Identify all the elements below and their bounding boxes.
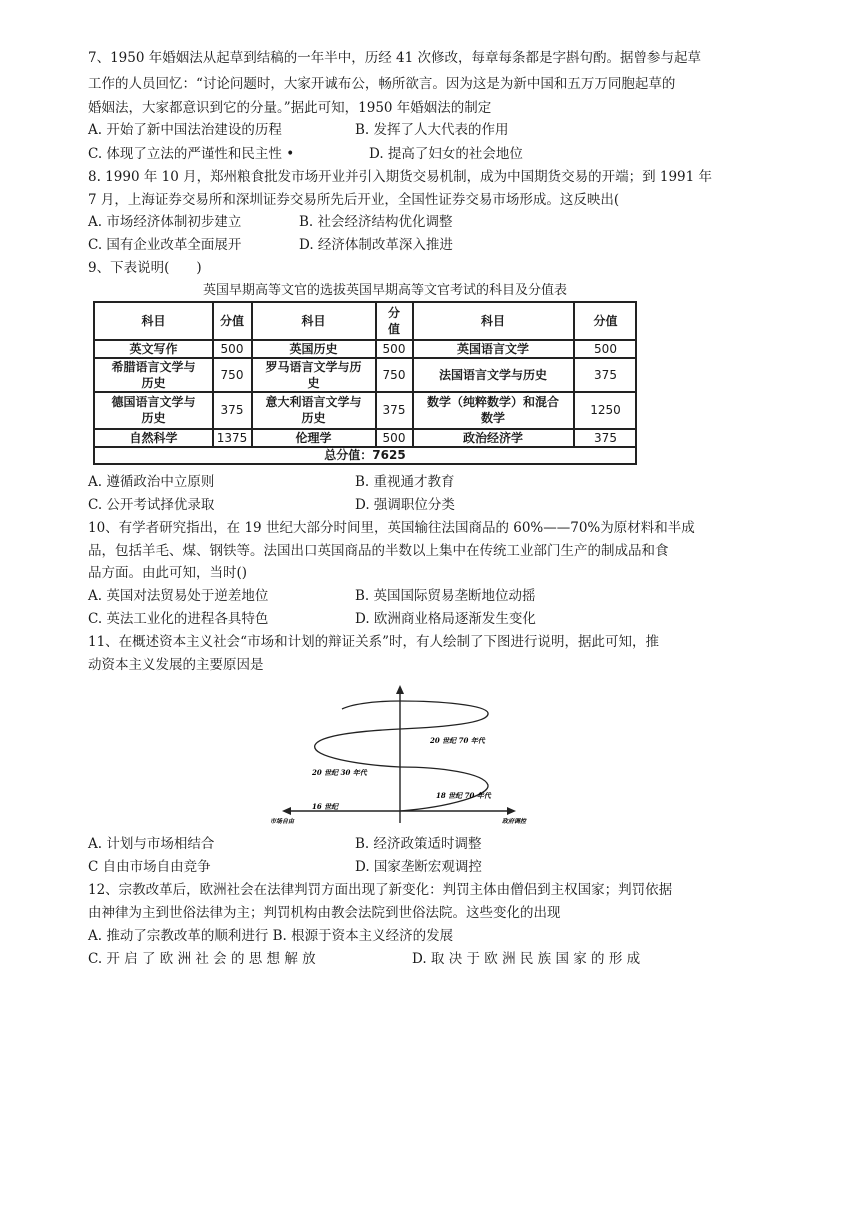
table-cell: 750 — [382, 367, 406, 382]
q10-option-c: C. 英法工业化的进程各具特色 — [88, 611, 269, 627]
q12-option-ab: A. 推动了宗教改革的顺利进行 B. 根源于资本主义经济的发展 — [88, 928, 454, 944]
q11-stem-line1: 11、在概述资本主义社会“市场和计划的辩证关系”时，有人绘制了下图进行说明，据此可知，推 — [88, 634, 659, 650]
q9-option-d: D. 强调职位分类 — [355, 497, 455, 513]
table-cell: 政治经济学 — [462, 430, 523, 445]
q11-option-b: B. 经济政策适时调整 — [355, 836, 482, 852]
table-header-score-1: 分值 — [219, 314, 244, 328]
table-total: 总分值：7625 — [324, 448, 406, 462]
table-header-score-2: 分 值 — [387, 306, 400, 336]
q9-option-c: C. 公开考试择优录取 — [88, 497, 215, 513]
q11-option-a: A. 计划与市场相结合 — [88, 836, 215, 852]
label-20c-30s: 20 世纪 30 年代 — [312, 768, 367, 777]
table-cell: 英文写作 — [129, 341, 178, 356]
q7-stem-line1: 7、1950 年婚姻法从起草到结稿的一年半中，历经 41 次修改，每章每条都是字斟句酌。据曾参与起草 — [88, 50, 701, 66]
table-cell: 德国语言文学与 历史 — [111, 395, 196, 425]
axis-left-label: 市场自由 — [270, 818, 295, 825]
table-header-score-3: 分值 — [593, 314, 618, 328]
q8-stem-line1: 8. 1990 年 10 月，郑州粮食批发市场开业并引入期货交易机制，成为中国期货交易的开端；到 1991 年 — [88, 169, 713, 185]
q10-option-d: D. 欧洲商业格局逐渐发生变化 — [355, 611, 536, 627]
q7-option-b: B. 发挥了人大代表的作用 — [355, 122, 509, 138]
table-cell: 500 — [382, 341, 406, 356]
q11-option-d: D. 国家垄断宏观调控 — [355, 859, 482, 875]
q7-option-c: C. 体现了立法的严谨性和民主性 • — [88, 146, 295, 162]
q9-option-a: A. 遵循政治中立原则 — [88, 474, 215, 490]
q7-stem-line3: 婚姻法，大家都意识到它的分量。”据此可知，1950 年婚姻法的制定 — [88, 100, 492, 116]
table-cell: 375 — [594, 430, 617, 445]
q10-stem-line2: 品，包括羊毛、煤、钢铁等。法国出口英国商品的半数以上集中在传统工业部门生产的制成品和食 — [88, 543, 669, 559]
q9-option-b: B. 重视通才教育 — [355, 474, 455, 490]
table-header-subject-1: 科目 — [141, 314, 166, 328]
q12-option-d: D. 取 决 于 欧 洲 民 族 国 家 的 形 成 — [412, 951, 641, 967]
table-title: 英国早期高等文官的选拔英国早期高等文官考试的科目及分值表 — [203, 283, 568, 298]
q11-option-c: C 自由市场自由竞争 — [88, 859, 211, 875]
table-cell: 英国语言文学 — [456, 341, 529, 356]
table-cell: 500 — [382, 430, 406, 445]
table-cell: 英国历史 — [289, 341, 338, 356]
q10-stem-line3: 品方面。由此可知，当时() — [88, 565, 248, 581]
q7-option-d: D. 提高了妇女的社会地位 — [369, 146, 523, 162]
q10-stem-line1: 10、有学者研究指出，在 19 世纪大部分时间里，英国输往法国商品的 60%——70%为原材料和半成 — [88, 520, 695, 536]
table-cell: 375 — [594, 367, 617, 382]
q10-option-a: A. 英国对法贸易处于逆差地位 — [88, 588, 269, 604]
q8-option-c: C. 国有企业改革全面展开 — [88, 237, 242, 253]
table-cell: 1375 — [216, 430, 248, 445]
label-16c: 16 世纪 — [312, 802, 339, 811]
table-cell: 自然科学 — [129, 430, 178, 445]
table-cell: 375 — [382, 403, 406, 417]
label-20c-70s: 20 世纪 70 年代 — [430, 736, 485, 745]
table-cell: 500 — [594, 341, 617, 356]
table-cell: 1250 — [590, 403, 621, 417]
table-cell: 希腊语言文学与 历史 — [111, 359, 196, 390]
q12-stem-line2: 由神律为主到世俗法律为主；判罚机构由教会法院到世俗法院。这些变化的出现 — [88, 905, 561, 921]
q8-option-a: A. 市场经济体制初步建立 — [88, 214, 242, 230]
table-cell: 750 — [220, 367, 244, 382]
q12-stem-line1: 12、宗教改革后，欧洲社会在法律判罚方面出现了新变化：判罚主体由僧侣到主权国家；判罚依据 — [88, 882, 673, 898]
q11-stem-line2: 动资本主义发展的主要原因是 — [88, 657, 264, 673]
q8-option-d: D. 经济体制改革深入推进 — [299, 237, 453, 253]
q9-stem: 9、下表说明( ) — [88, 260, 202, 276]
table-header-subject-3: 科目 — [480, 314, 505, 328]
table-header-subject-2: 科目 — [301, 314, 326, 328]
table-cell: 375 — [220, 403, 244, 417]
table-cell: 500 — [220, 341, 244, 356]
table-cell: 数学（纯粹数学）和混合 数学 — [426, 395, 559, 425]
label-18c-70s: 18 世纪 70 年代 — [436, 791, 491, 800]
q12-option-c: C. 开 启 了 欧 洲 社 会 的 思 想 解 放 — [88, 951, 316, 967]
table-cell: 罗马语言文学与历 史 — [265, 359, 362, 390]
subject-score-table — [93, 301, 637, 465]
table-cell: 伦理学 — [295, 430, 332, 445]
q8-stem-line2: 7 月，上海证券交易所和深圳证券交易所先后开业，全国性证券交易市场形成。这反映出( — [88, 192, 620, 208]
table-cell: 意大利语言文学与 历史 — [265, 395, 362, 425]
table-cell: 法国语言文学与历史 — [438, 367, 547, 382]
q10-option-b: B. 英国国际贸易垄断地位动摇 — [355, 588, 536, 604]
market-planning-spiral-diagram — [260, 683, 540, 828]
q7-stem-line2: 工作的人员回忆：“讨论问题时，大家开诚布公，畅所欲言。因为这是为新中国和五万万同胞起草的 — [88, 76, 676, 92]
q7-option-a: A. 开始了新中国法治建设的历程 — [88, 122, 282, 138]
q8-option-b: B. 社会经济结构优化调整 — [299, 214, 453, 230]
axis-right-label: 政府调控 — [502, 818, 527, 825]
